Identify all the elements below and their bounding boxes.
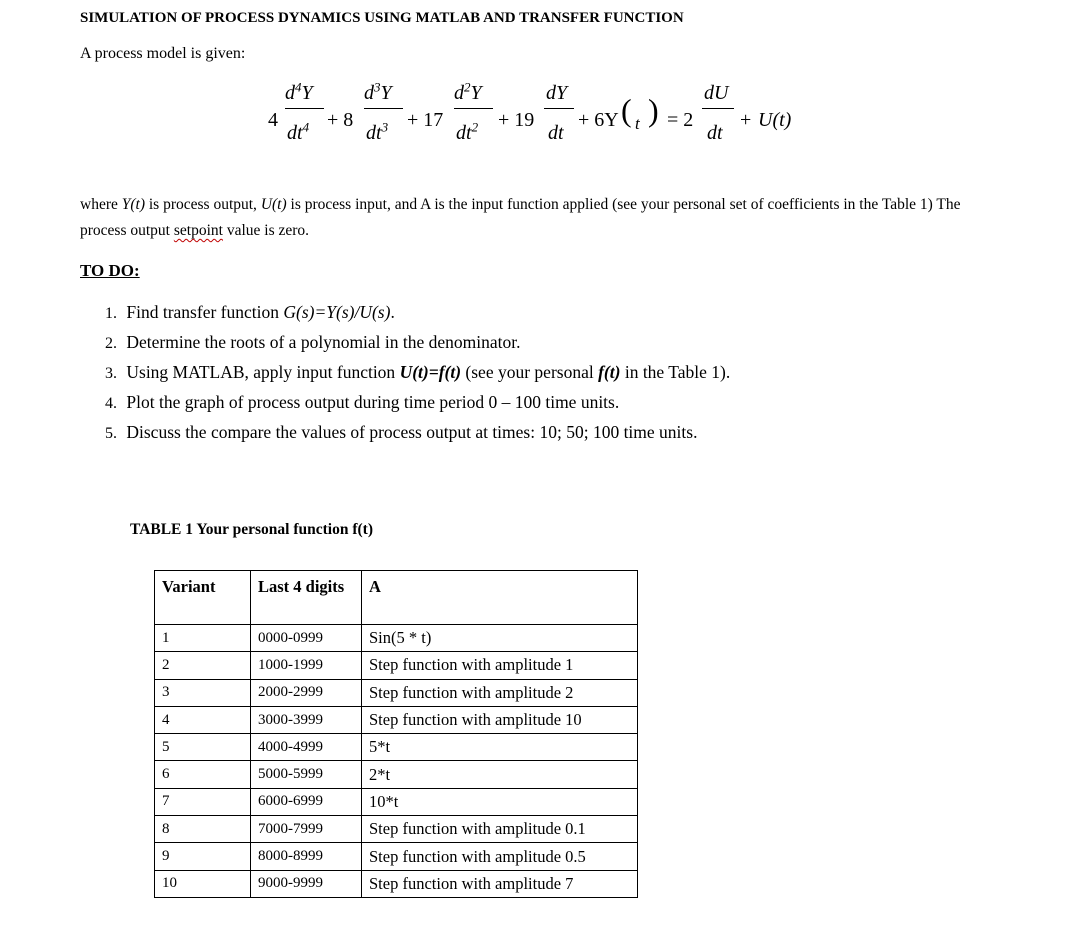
- op-plus: +: [740, 109, 752, 131]
- op-plus-19: + 19: [498, 109, 535, 131]
- table-row: 9 8000-8999 Step function with amplitude 0.5: [155, 843, 638, 870]
- paren-arg-t: t: [635, 114, 640, 133]
- left-paren: (: [621, 92, 632, 128]
- task-item: 5. Discuss the compare the values of process output at times: 10; 50; 100 time units.: [105, 422, 698, 442]
- document-title: SIMULATION OF PROCESS DYNAMICS USING MATLAB AND TRANSFER FUNCTION: [80, 10, 684, 26]
- right-paren: ): [648, 92, 659, 128]
- fraction-bar: [544, 108, 574, 109]
- task-item: 4. Plot the graph of process output during time period 0 – 100 time units.: [105, 392, 620, 412]
- dy-denominator: dt: [548, 122, 564, 144]
- d4y-numerator: $d^4Y$: [285, 79, 313, 104]
- table-row: 5 4000-4999 5*t: [155, 734, 638, 761]
- fraction-bar: [285, 108, 324, 109]
- coef-4: 4: [268, 109, 278, 131]
- header-a: A: [362, 571, 638, 625]
- fraction-bar: [702, 108, 734, 109]
- op-equals-2: = 2: [667, 109, 694, 131]
- spellcheck-word: setpoint: [173, 222, 223, 239]
- variants-table: [154, 570, 638, 898]
- explanation-paragraph: where Y(t) is process output, U(t) is process input, and A is the input function applied (see your personal set of coefficients in the Table 1) The process output setpoint value is zero.: [80, 196, 961, 239]
- task-item: 2. Determine the roots of a polynomial in the denominator.: [105, 332, 521, 352]
- op-plus-17: + 17: [407, 109, 444, 131]
- table-row: 6 5000-5999 2*t: [155, 761, 638, 788]
- table-caption: TABLE 1 Your personal function f(t): [130, 521, 373, 538]
- task-item: 1. Find transfer function G(s)=Y(s)/U(s).: [105, 302, 395, 322]
- table-header-row: [155, 571, 638, 625]
- header-last-4-digits: Last 4 digits: [251, 571, 362, 625]
- fraction-bar: [364, 108, 403, 109]
- d2y-numerator: $d^2Y$: [454, 79, 482, 104]
- task-item: 3. Using MATLAB, apply input function U(t)=f(t) (see your personal f(t) in the Table 1).: [105, 362, 731, 382]
- table-row: 7 6000-6999 10*t: [155, 788, 638, 815]
- du-numerator: dU: [704, 82, 729, 104]
- dy-numerator: dY: [546, 82, 568, 104]
- table-row: 1 0000-0999 Sin(5 * t): [155, 625, 638, 652]
- op-plus-6y: + 6Y: [578, 109, 619, 131]
- d3y-denominator: $dt^3$: [366, 119, 389, 144]
- u-of-t: U(t): [758, 109, 792, 131]
- task-list: [105, 298, 730, 448]
- table-row: 10 9000-9999 Step function with amplitude 7: [155, 870, 638, 897]
- intro-text: A process model is given:: [80, 45, 246, 62]
- table-row: 8 7000-7999 Step function with amplitude 0.1: [155, 816, 638, 843]
- d3y-numerator: $d^3Y$: [364, 79, 392, 104]
- d2y-denominator: $dt^2$: [456, 119, 479, 144]
- header-variant: Variant: [155, 571, 251, 625]
- d4y-denominator: $dt^4$: [287, 119, 310, 144]
- table-row: 2 1000-1999 Step function with amplitude 1: [155, 652, 638, 679]
- todo-heading: TO DO:: [80, 261, 140, 280]
- du-denominator: dt: [707, 122, 723, 144]
- table-row: 4 3000-3999 Step function with amplitude 10: [155, 706, 638, 733]
- op-plus-8: + 8: [327, 109, 354, 131]
- table-row: 3 2000-2999 Step function with amplitude 2: [155, 679, 638, 706]
- fraction-bar: [454, 108, 493, 109]
- process-equation: [268, 80, 828, 152]
